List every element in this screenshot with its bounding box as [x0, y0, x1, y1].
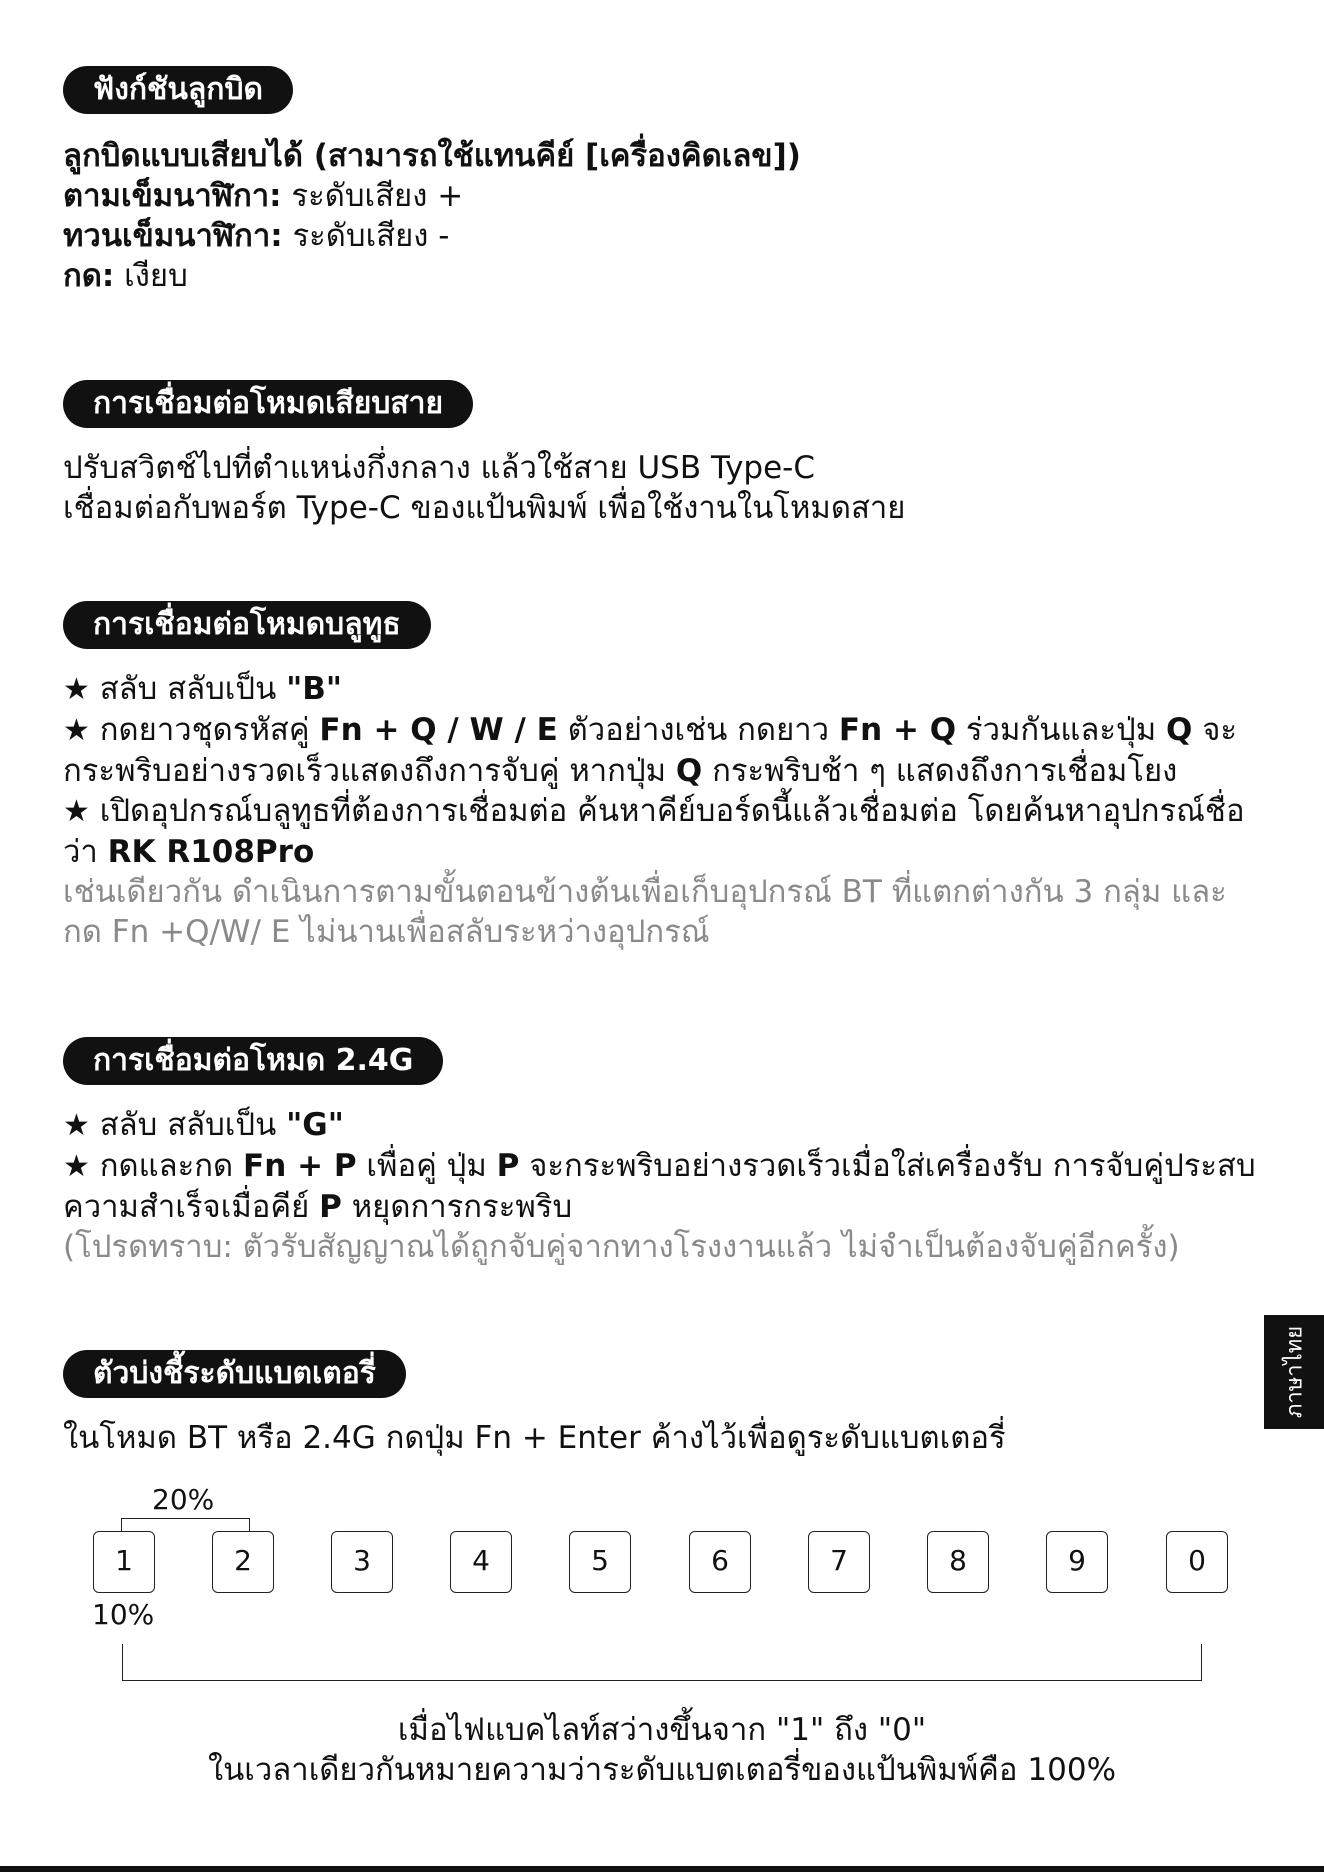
wired-section-body — [63, 448, 1263, 528]
g24-step2-key3: P — [319, 1189, 342, 1225]
battery-instruction: ในโหมด BT หรือ 2.4G กดปุ่ม Fn + Enter ค้างไว้เพื่อดูระดับแบตเตอรี่ — [63, 1420, 1006, 1456]
key-0: 0 — [1166, 1531, 1228, 1593]
press-value: เงียบ — [114, 258, 188, 294]
key-6: 6 — [689, 1531, 751, 1593]
bt-step2-text-c: ร่วมกันและปุ่ม — [956, 712, 1166, 748]
g24-section-title: การเชื่อมต่อโหมด 2.4G — [63, 1037, 443, 1085]
g24-step2-text-b: เพื่อคู่ ปุ่ม — [356, 1148, 497, 1184]
key-5: 5 — [569, 1531, 631, 1593]
bracket-full-range — [122, 1644, 1202, 1681]
bt-step1-text: สลับ สลับเป็น — [89, 671, 287, 707]
bt-step3-text: เปิดอุปกรณ์บลูทูธที่ต้องการเชื่อมต่อ ค้นหาคีย์บอร์ดนี้แล้วเชื่อมต่อ โดยค้นหาอุปกรณ์ชื่อว่า — [63, 793, 1245, 870]
language-tab-label: ภาษาไทย — [1282, 1325, 1308, 1419]
bluetooth-step-2 — [63, 710, 1263, 791]
wired-line-2: เชื่อมต่อกับพอร์ต Type-C ของแป้นพิมพ์ เพื่อใช้งานในโหมดสาย — [63, 490, 906, 526]
bt-step2-key2: Fn + Q — [838, 712, 957, 748]
g24-step-2 — [63, 1146, 1263, 1227]
g24-step1-key: "G" — [286, 1107, 344, 1143]
bt-step2-text-a: กดยาวชุดรหัสคู่ — [89, 712, 320, 748]
press-label: กด: — [63, 258, 115, 294]
key-4: 4 — [450, 1531, 512, 1593]
g24-step2-text-a: กดและกด — [89, 1148, 244, 1184]
star-icon: ★ — [63, 672, 90, 707]
key-3: 3 — [331, 1531, 393, 1593]
counterclockwise-value: ระดับเสียง - — [282, 218, 450, 254]
bluetooth-note: เช่นเดียวกัน ดำเนินการตามขั้นตอนข้างต้นเพื่อเก็บอุปกรณ์ BT ที่แตกต่างกัน 3 กลุ่ม และกด Fn +Q/W/ E ไม่นานเพื่อสลับระหว่างอุปกรณ์ — [63, 874, 1227, 950]
bt-step2-text-d: จะกระพริบอย่างรวดเร็วแสดงถึงการจับคู่ หากปุ่ม — [63, 712, 1238, 789]
bt-step2-text-e: กระพริบช้า ๆ แสดงถึงการเชื่อมโยง — [702, 753, 1178, 789]
clockwise-label: ตามเข็มนาฬิกา: — [63, 178, 282, 214]
star-icon: ★ — [63, 713, 90, 748]
label-10-percent: 10% — [92, 1598, 155, 1631]
bluetooth-section-body — [63, 669, 1263, 952]
g24-step2-key: Fn + P — [243, 1148, 357, 1184]
bt-step2-text-b: ตัวอย่างเช่น กดยาว — [557, 712, 839, 748]
bt-step2-keys: Fn + Q / W / E — [319, 712, 558, 748]
knob-clockwise — [63, 176, 1263, 216]
g24-step1-text: สลับ สลับเป็น — [89, 1107, 287, 1143]
clockwise-value: ระดับเสียง + — [281, 178, 464, 214]
knob-section-title: ฟังก์ชันลูกบิด — [63, 66, 293, 114]
key-7: 7 — [808, 1531, 870, 1593]
battery-section-title: ตัวบ่งชี้ระดับแบตเตอรี่ — [63, 1350, 406, 1398]
bt-step2-key3: Q — [1165, 712, 1193, 748]
bottom-rule — [0, 1866, 1324, 1872]
key-2: 2 — [212, 1531, 274, 1593]
bluetooth-section-title: การเชื่อมต่อโหมดบลูทูธ — [63, 601, 431, 649]
knob-section-body — [63, 136, 1263, 296]
key-9: 9 — [1046, 1531, 1108, 1593]
g24-step-1 — [63, 1105, 1263, 1146]
battery-caption-2: ในเวลาเดียวกันหมายความว่าระดับแบตเตอรี่ของแป้นพิมพ์คือ 100% — [207, 1752, 1117, 1788]
wired-line-1: ปรับสวิตช์ไปที่ตำแหน่งกึ่งกลาง แล้วใช้สาย USB Type-C — [63, 450, 815, 486]
key-8: 8 — [927, 1531, 989, 1593]
counterclockwise-label: ทวนเข็มนาฬิกา: — [63, 218, 283, 254]
bt-device-name: RK R108Pro — [107, 834, 315, 870]
knob-press — [63, 256, 1263, 296]
g24-note: (โปรดทราบ: ตัวรับสัญญาณได้ถูกจับคู่จากทางโรงงานแล้ว ไม่จำเป็นต้องจับคู่อีกครั้ง) — [63, 1229, 1180, 1265]
g24-step2-text-d: หยุดการกระพริบ — [341, 1189, 573, 1225]
bracket-20-percent — [121, 1518, 250, 1531]
key-1: 1 — [93, 1531, 155, 1593]
wired-section-title: การเชื่อมต่อโหมดเสียบสาย — [63, 380, 473, 428]
g24-section-body — [63, 1105, 1263, 1267]
star-icon: ★ — [63, 1108, 90, 1143]
star-icon: ★ — [63, 1149, 90, 1184]
bt-step1-key: "B" — [286, 671, 343, 707]
star-icon: ★ — [63, 794, 90, 829]
knob-intro: ลูกบิดแบบเสียบได้ (สามารถใช้แทนคีย์ [เครื่องคิดเลข]) — [63, 138, 801, 174]
bluetooth-step-1 — [63, 669, 1263, 710]
bt-step2-key4: Q — [675, 753, 703, 789]
language-tab — [1264, 1315, 1324, 1429]
label-20-percent: 20% — [152, 1483, 215, 1516]
bluetooth-step-3 — [63, 791, 1263, 872]
battery-caption-1: เมื่อไฟแบคไลท์สว่างขึ้นจาก "1" ถึง "0" — [397, 1712, 927, 1748]
g24-step2-text-c: จะกระพริบอย่างรวดเร็วเมื่อใส่เครื่องรับ การจับคู่ประสบความสำเร็จเมื่อคีย์ — [63, 1148, 1256, 1225]
knob-counterclockwise — [63, 216, 1263, 256]
g24-step2-key2: P — [496, 1148, 520, 1184]
